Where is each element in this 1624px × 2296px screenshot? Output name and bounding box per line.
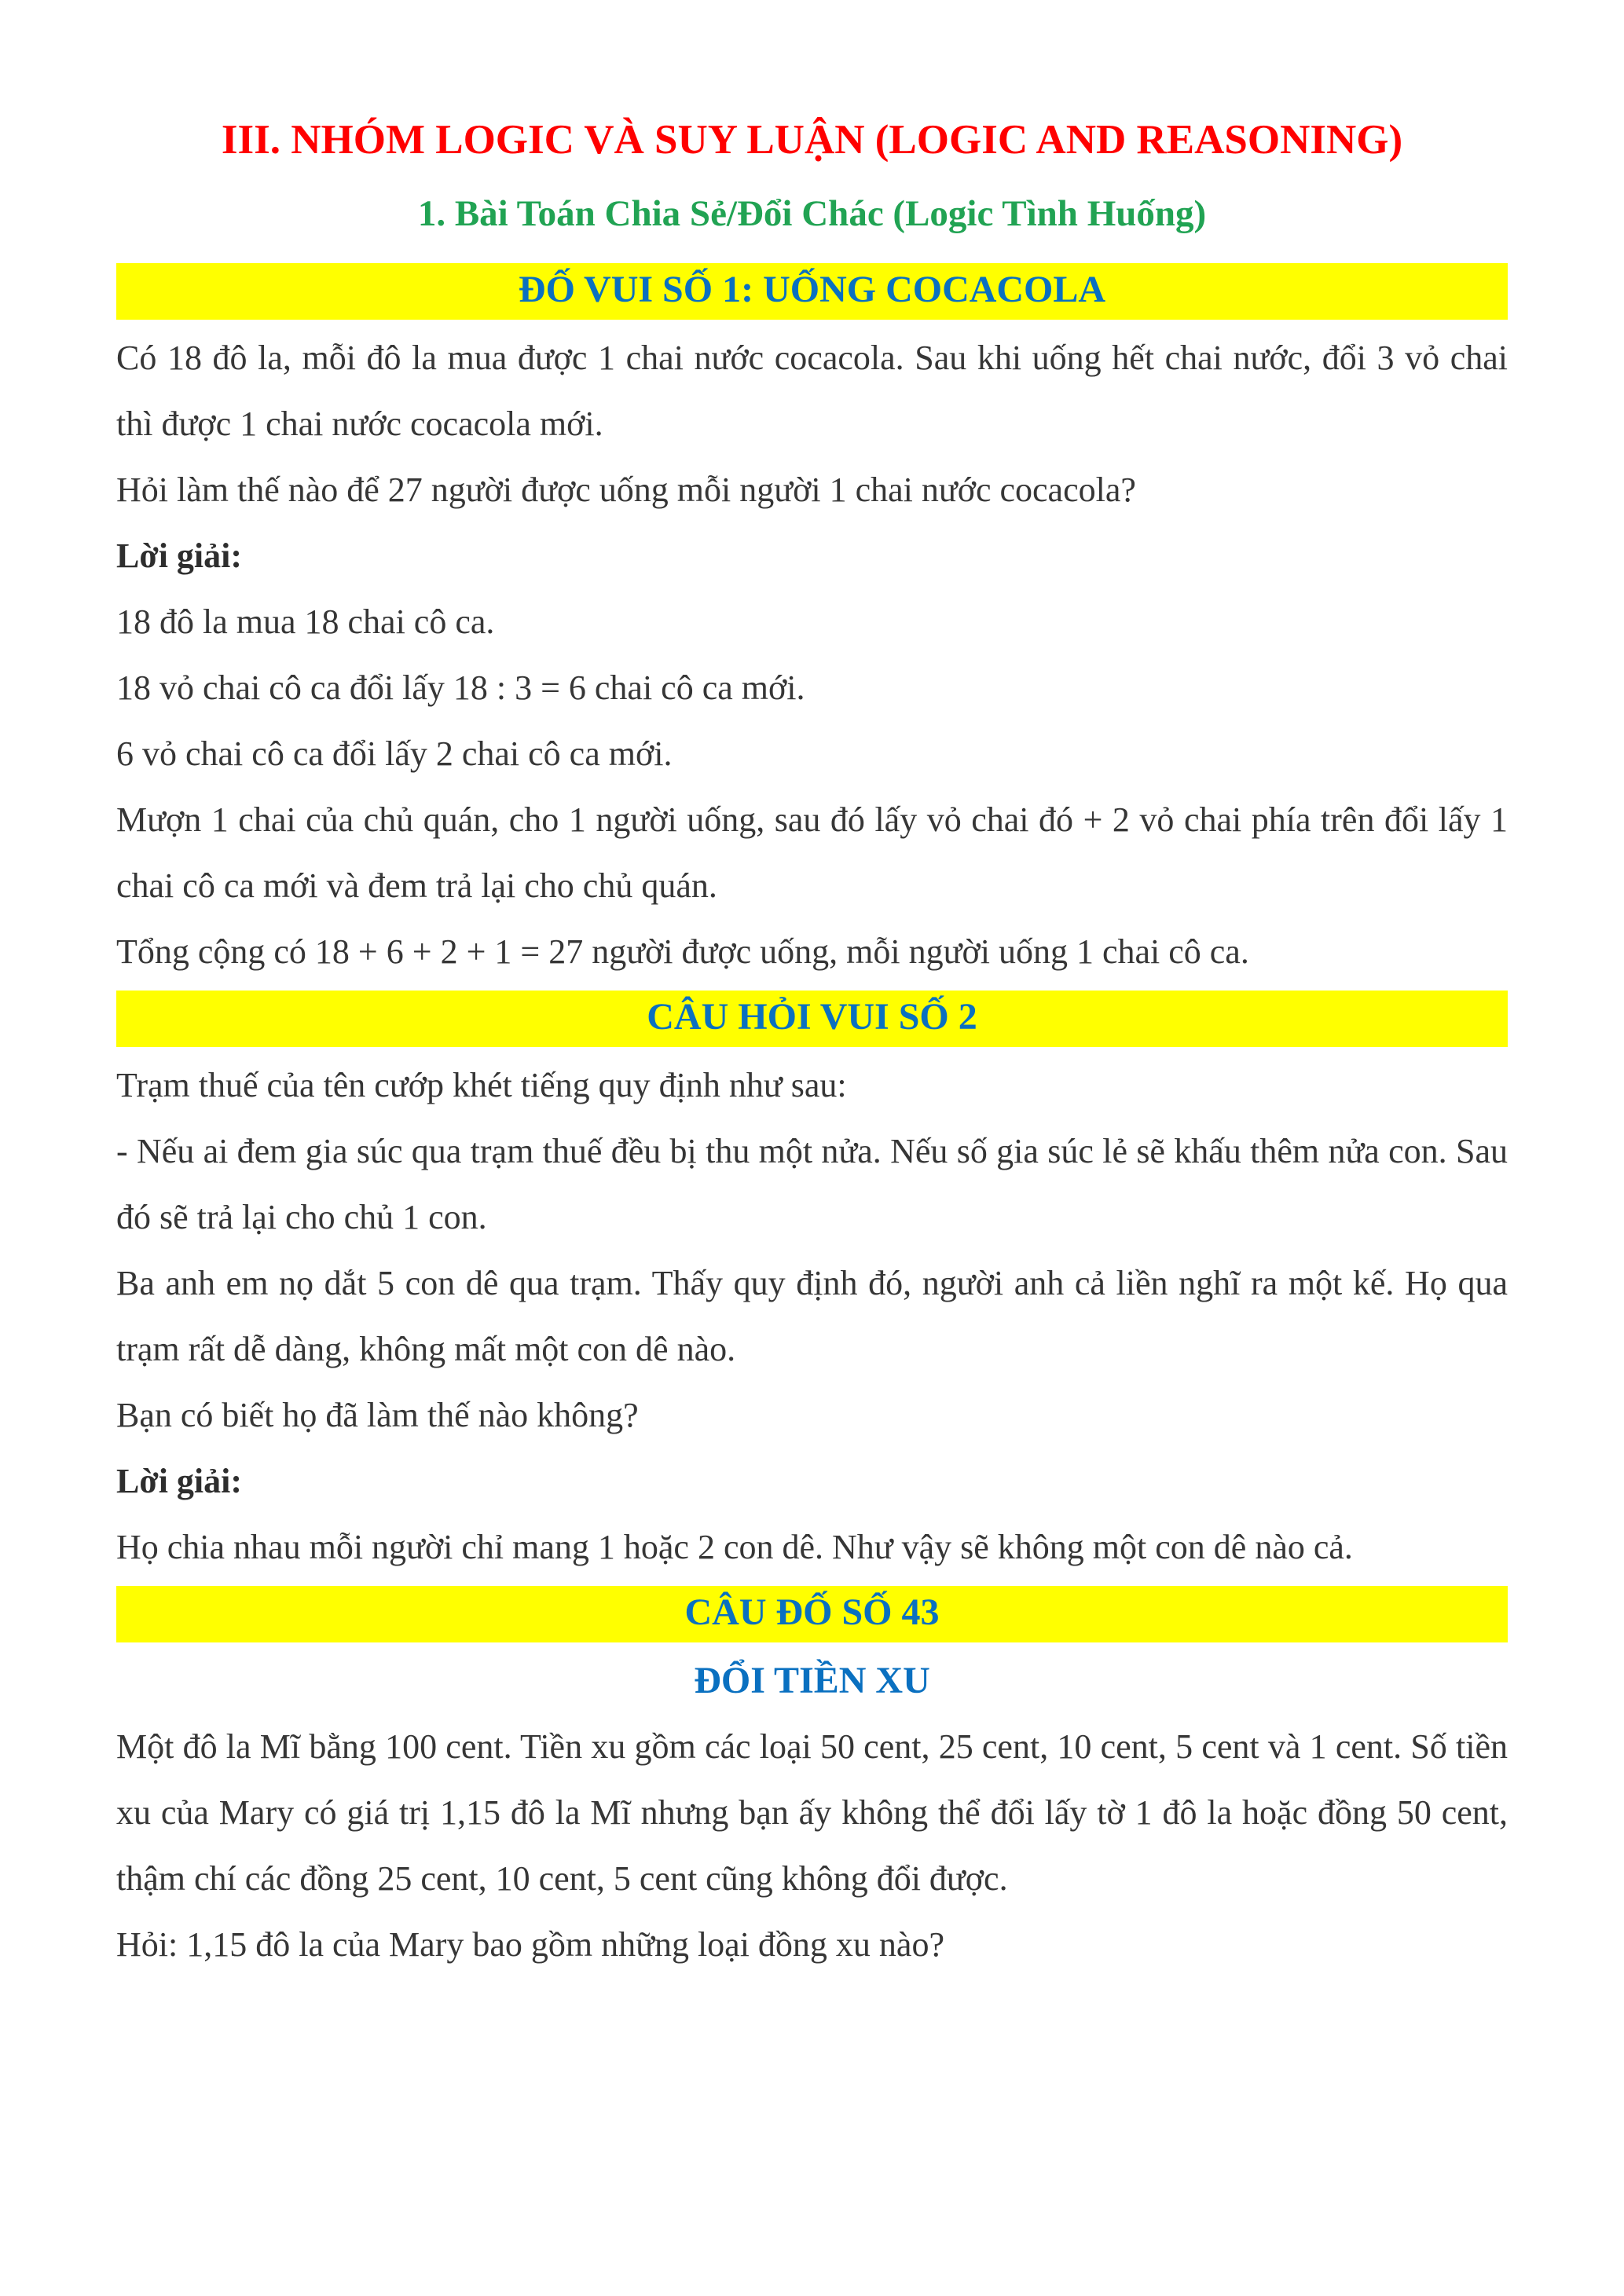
- puzzle2-solution-label: Lời giải:: [116, 1461, 243, 1500]
- puzzle1-problem-paragraph: Có 18 đô la, mỗi đô la mua được 1 chai nước cocacola. Sau khi uống hết chai nước, đổi 3 vỏ chai thì được 1 chai nước cocacola mới.: [116, 338, 1508, 443]
- puzzle1-problem-question: Hỏi làm thế nào để 27 người được uống mỗi người 1 chai nước cocacola?: [116, 470, 1136, 509]
- banner-puzzle-1: ĐỐ VUI SỐ 1: UỐNG COCACOLA: [116, 263, 1508, 320]
- puzzle3-problem-question: Hỏi: 1,15 đô la của Mary bao gồm những loại đồng xu nào?: [116, 1924, 944, 1964]
- puzzle1-solution-conclusion: Tổng cộng có 18 + 6 + 2 + 1 = 27 người được uống, mỗi người uống 1 chai cô ca.: [116, 932, 1249, 971]
- puzzle2-problem-rule: - Nếu ai đem gia súc qua trạm thuế đều bị thu một nửa. Nếu số gia súc lẻ sẽ khấu thêm nửa con. Sau đó sẽ trả lại cho chủ 1 con.: [116, 1131, 1508, 1236]
- puzzle2-solution-text: Họ chia nhau mỗi người chỉ mang 1 hoặc 2 con dê. Như vậy sẽ không một con dê nào cả.: [116, 1527, 1353, 1566]
- puzzle1-solution-step: Mượn 1 chai của chủ quán, cho 1 người uống, sau đó lấy vỏ chai đó + 2 vỏ chai phía trên đổi lấy 1 chai cô ca mới và đem trả lại cho chủ quán.: [116, 800, 1508, 905]
- puzzle2-problem-story: Ba anh em nọ dắt 5 con dê qua trạm. Thấy quy định đó, người anh cả liền nghĩ ra một kế. Họ qua trạm rất dễ dàng, không mất một con dê nào.: [116, 1263, 1508, 1368]
- puzzle2-problem-question: Bạn có biết họ đã làm thế nào không?: [116, 1395, 639, 1434]
- subsection-heading: 1. Bài Toán Chia Sẻ/Đổi Chác (Logic Tình Huống): [417, 192, 1207, 234]
- puzzle1-solution-label: Lời giải:: [116, 536, 243, 575]
- puzzle3-title: ĐỔI TIỀN XU: [694, 1659, 930, 1701]
- banner-puzzle-3: CÂU ĐỐ SỐ 43: [116, 1586, 1508, 1642]
- section-heading: III. NHÓM LOGIC VÀ SUY LUẬN (LOGIC AND REASONING): [221, 117, 1403, 163]
- banner-puzzle-2: CÂU HỎI VUI SỐ 2: [116, 991, 1508, 1047]
- puzzle1-solution-step: 6 vỏ chai cô ca đổi lấy 2 chai cô ca mới.: [116, 734, 673, 773]
- puzzle1-solution-step: 18 đô la mua 18 chai cô ca.: [116, 602, 495, 641]
- puzzle3-problem-paragraph: Một đô la Mĩ bằng 100 cent. Tiền xu gồm các loại 50 cent, 25 cent, 10 cent, 5 cent và 1 cent. Số tiền xu của Mary có giá trị 1,15 đô la Mĩ nhưng bạn ấy không thể đổi lấy tờ 1 đô la hoặc đồng 50 cent, thậm chí các đồng 25 cent, 10 cent, 5 cent cũng không đổi được.: [116, 1727, 1508, 1898]
- puzzle1-solution-step: 18 vỏ chai cô ca đổi lấy 18 : 3 = 6 chai cô ca mới.: [116, 668, 805, 707]
- puzzle2-problem-paragraph: Trạm thuế của tên cướp khét tiếng quy định như sau:: [116, 1065, 847, 1104]
